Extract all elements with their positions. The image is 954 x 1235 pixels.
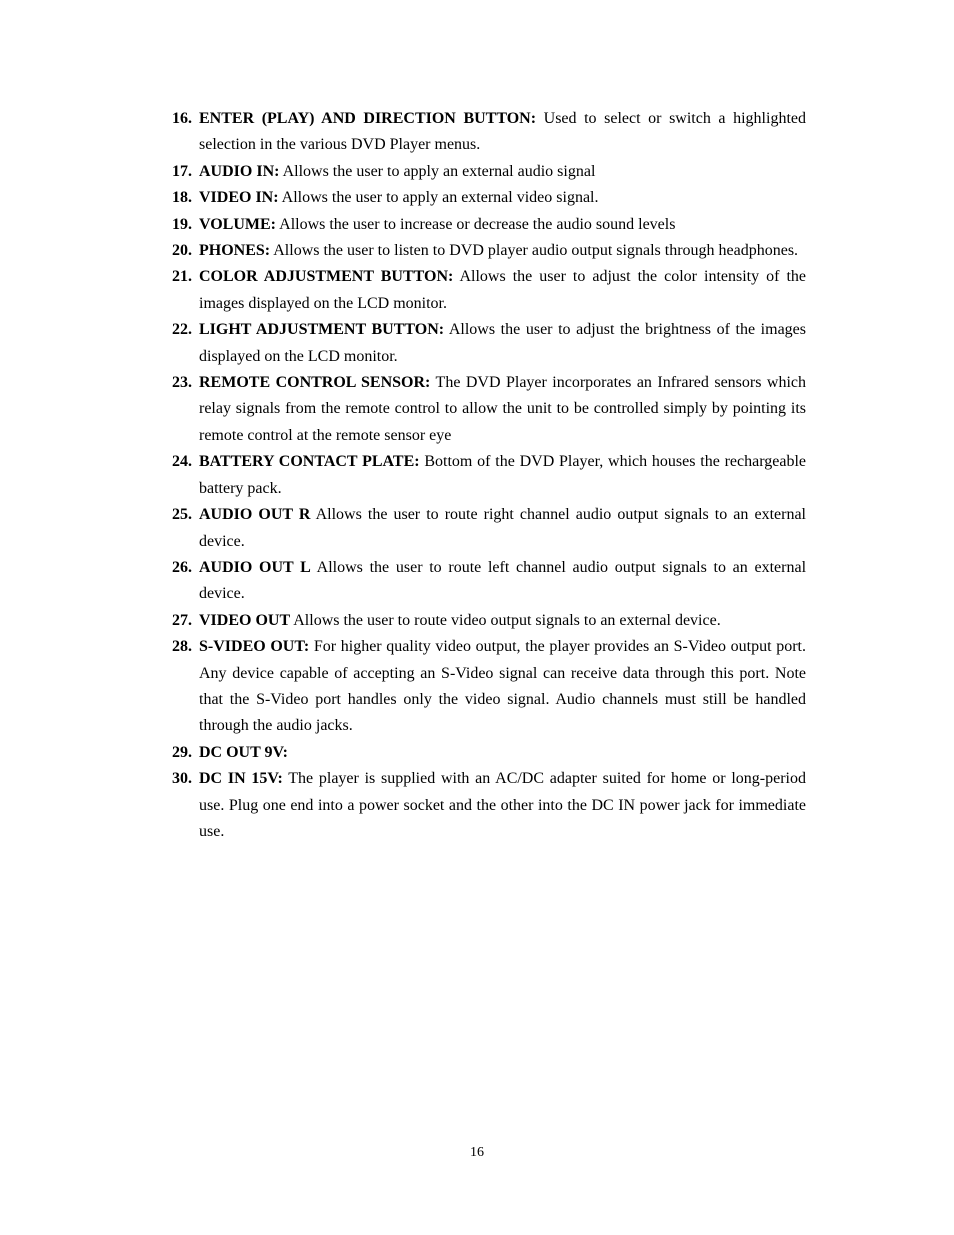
item-number: 27. <box>172 611 192 629</box>
item-number: 24. <box>172 453 192 471</box>
list-item <box>172 449 806 502</box>
item-term: VIDEO OUT <box>199 611 291 629</box>
item-body <box>199 502 806 555</box>
item-body <box>199 159 806 185</box>
item-term: PHONES: <box>199 242 271 260</box>
list-item <box>172 264 806 317</box>
list-item <box>172 555 806 608</box>
item-text: Allows the user to increase or decrease the audio sound levels <box>276 215 676 233</box>
item-number: 26. <box>172 558 192 576</box>
item-term: COLOR ADJUSTMENT BUTTON: <box>199 268 454 286</box>
list-item <box>172 608 806 634</box>
item-text: Allows the user to route right channel audio output signals to an external device. <box>199 506 806 550</box>
item-text: The DVD Player incorporates an Infrared sensors which relay signals from the remote control to allow the unit to be controlled simply by pointing its remote control at the remote sensor eye <box>199 374 807 444</box>
item-term: BATTERY CONTACT PLATE: <box>199 453 420 471</box>
list-item <box>172 106 806 159</box>
list-item <box>172 185 806 211</box>
item-term: DC IN 15V: <box>199 770 283 788</box>
item-text: Used to select or switch a highlighted selection in the various DVD Player menus. <box>199 110 806 154</box>
item-text: Allows the user to adjust the brightness of the images displayed on the LCD monitor. <box>199 321 807 365</box>
item-body <box>199 106 806 159</box>
item-text: Allows the user to apply an external audio signal <box>279 162 596 180</box>
item-text: For higher quality video output, the player provides an S-Video output port. Any device capable of accepting an S-Video signal can receive data through this port. Note that the S-Video port handles only the video signal. Audio channels must still be handled through the audio jacks. <box>199 638 806 735</box>
list-item <box>172 370 806 449</box>
item-term: AUDIO IN: <box>199 162 280 180</box>
item-body <box>199 608 806 634</box>
item-body <box>199 238 806 264</box>
list-item <box>172 159 806 185</box>
item-text: Bottom of the DVD Player, which houses the rechargeable battery pack. <box>199 453 807 497</box>
item-term: AUDIO OUT R <box>199 506 311 524</box>
item-body <box>199 264 806 317</box>
item-term: AUDIO OUT L <box>199 558 311 576</box>
item-number: 19. <box>172 215 192 233</box>
item-body <box>199 766 806 845</box>
list-item <box>172 502 806 555</box>
list-item <box>172 634 806 740</box>
item-body <box>199 634 806 740</box>
item-term: S-VIDEO OUT: <box>199 638 310 656</box>
item-number: 16. <box>172 110 192 127</box>
item-body <box>199 449 806 502</box>
item-number: 29. <box>172 743 192 761</box>
item-term: VOLUME: <box>199 215 277 233</box>
item-term: VIDEO IN: <box>199 189 279 207</box>
item-term: DC OUT 9V: <box>199 743 288 761</box>
item-text: Allows the user to adjust the color intensity of the images displayed on the LCD monitor. <box>199 268 807 312</box>
item-text: Allows the user to route video output signals to an external device. <box>290 611 721 629</box>
item-text: Allows the user to route left channel audio output signals to an external device. <box>199 558 807 603</box>
item-body <box>199 740 806 766</box>
list-item <box>172 766 806 845</box>
item-text: Allows the user to apply an external video signal. <box>278 189 599 207</box>
list-item <box>172 317 806 370</box>
item-number: 28. <box>172 638 192 656</box>
list-item <box>172 212 806 238</box>
page-number: 16 <box>470 1145 484 1160</box>
item-number: 20. <box>172 242 192 260</box>
item-number: 22. <box>172 321 192 339</box>
item-body <box>199 370 806 449</box>
item-number: 17. <box>172 162 192 180</box>
item-term: REMOTE CONTROL SENSOR: <box>199 374 431 392</box>
item-term: LIGHT ADJUSTMENT BUTTON: <box>199 321 445 339</box>
component-list <box>172 106 806 845</box>
item-body <box>199 317 806 370</box>
item-term: ENTER (PLAY) AND DIRECTION BUTTON: <box>199 110 537 127</box>
list-item <box>172 238 806 264</box>
item-number: 21. <box>172 268 192 286</box>
item-number: 23. <box>172 374 192 392</box>
item-body <box>199 185 806 211</box>
list-item <box>172 740 806 766</box>
item-number: 30. <box>172 770 192 788</box>
item-number: 18. <box>172 189 192 207</box>
item-text: The player is supplied with an AC/DC adapter suited for home or long-period use. Plug one end into a power socket and the other into the DC IN power jack for immediate use. <box>199 770 806 840</box>
item-text: Allows the user to listen to DVD player audio output signals through headphones. <box>270 242 799 260</box>
item-body <box>199 212 806 238</box>
item-number: 25. <box>172 506 192 524</box>
item-body <box>199 555 806 608</box>
